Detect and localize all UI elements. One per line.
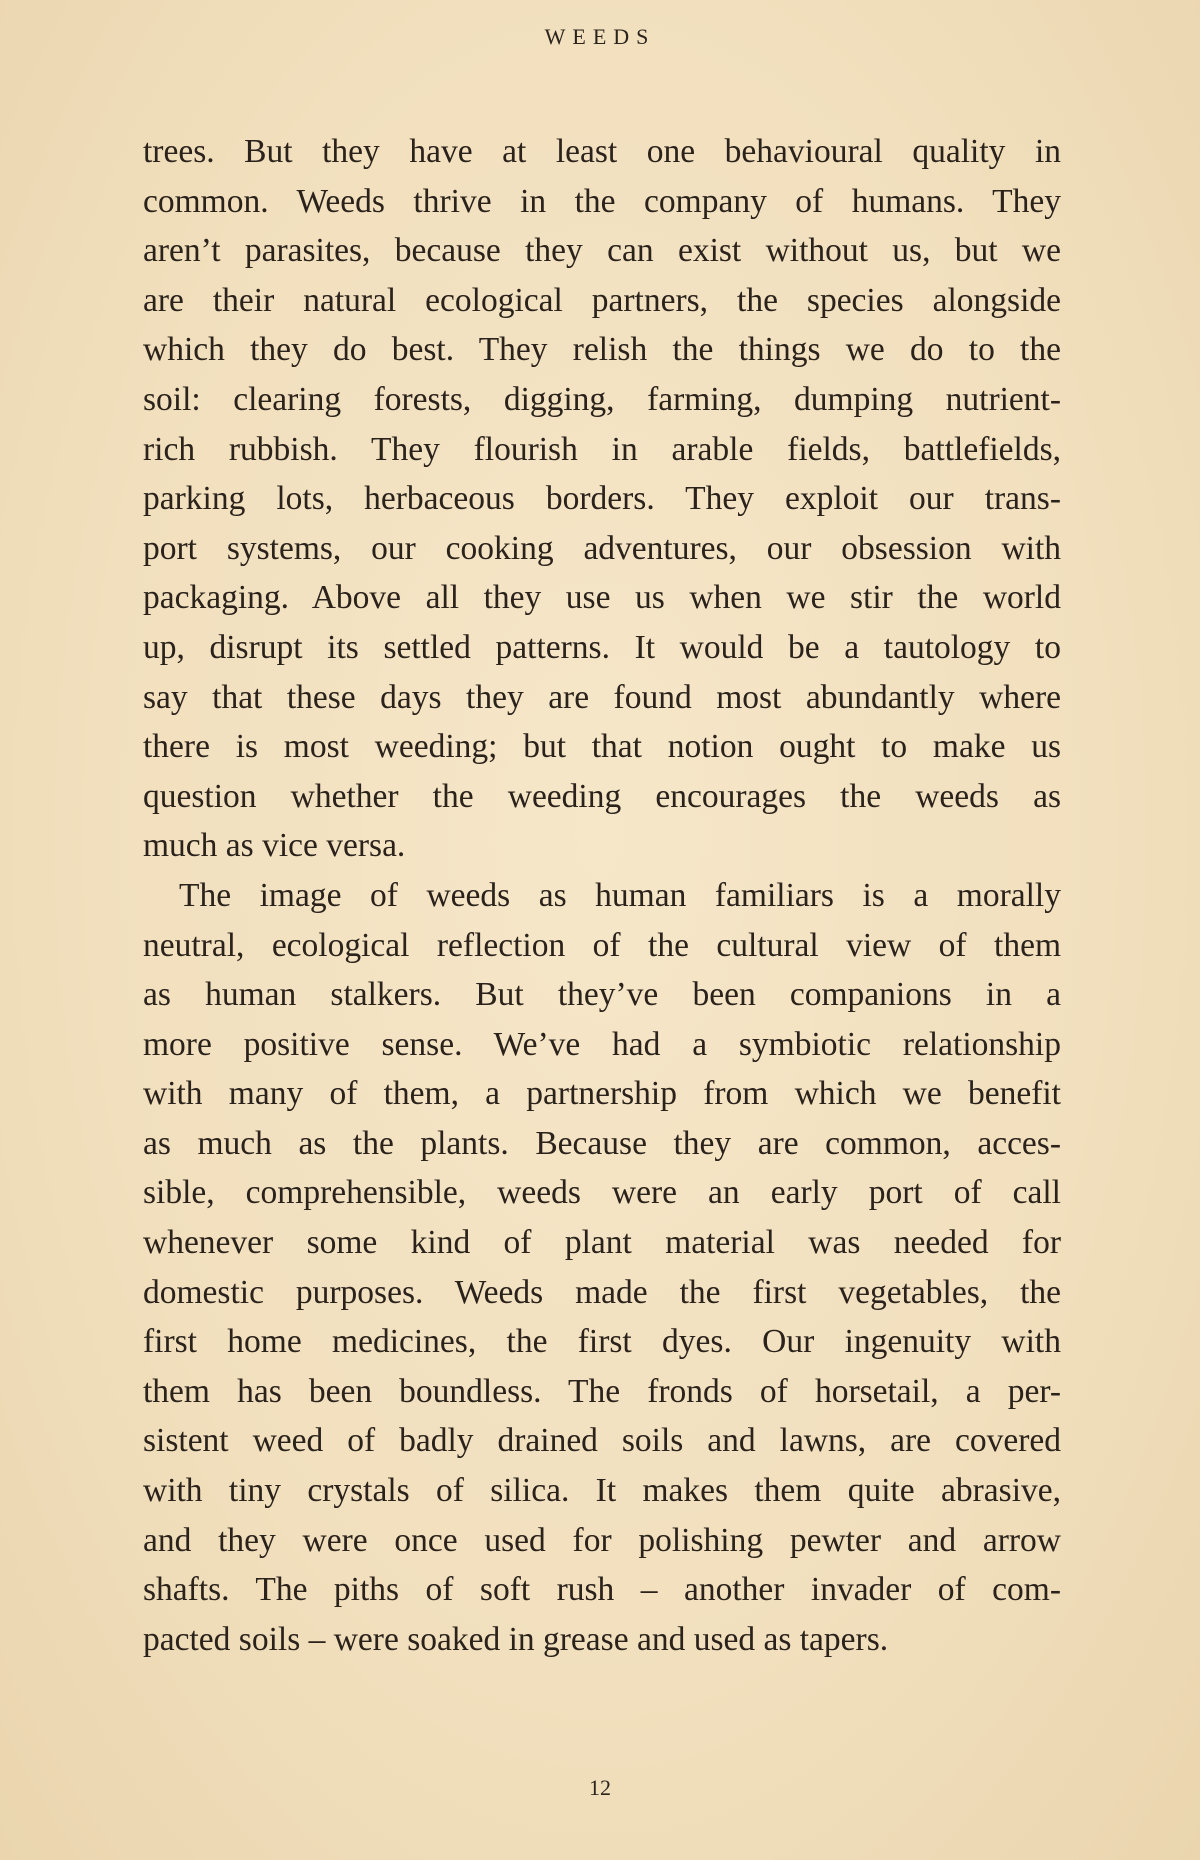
text-line: much as vice versa. (143, 827, 406, 865)
text-line: them has been boundless. The fronds of horsetail, a per- (143, 1372, 1061, 1410)
text-line: which they do best. They relish the things we do to the (143, 331, 1061, 369)
text-line: sistent weed of badly drained soils and lawns, are covered (143, 1422, 1061, 1460)
text-line: port systems, our cooking adventures, our obsession with (143, 529, 1061, 567)
text-line: as human stalkers. But they’ve been companions in a (143, 976, 1061, 1014)
text-line: packaging. Above all they use us when we stir the world (143, 579, 1061, 617)
text-line: question whether the weeding encourages the weeds as (143, 777, 1061, 815)
text-line: and they were once used for polishing pewter and arrow (143, 1521, 1061, 1559)
text-line: trees. But they have at least one behavioural quality in (143, 133, 1061, 170)
text-line: soil: clearing forests, digging, farming, dumping nutrient- (143, 380, 1061, 418)
text-line: rich rubbish. They flourish in arable fields, battlefields, (143, 430, 1061, 468)
text-line: domestic purposes. Weeds made the first vegetables, the (143, 1273, 1061, 1311)
text-line: aren’t parasites, because they can exist without us, but we (143, 232, 1061, 270)
text-line: The image of weeds as human familiars is a morally (179, 876, 1061, 914)
text-line: up, disrupt its settled patterns. It would be a tautology to (143, 628, 1061, 666)
text-line: neutral, ecological reflection of the cultural view of them (143, 926, 1061, 964)
text-line: there is most weeding; but that notion ought to make us (143, 728, 1061, 766)
body-text (143, 127, 1061, 1664)
text-line: with many of them, a partnership from which we benefit (143, 1075, 1061, 1113)
text-line: parking lots, herbaceous borders. They exploit our trans- (143, 480, 1061, 518)
text-line: more positive sense. We’ve had a symbiotic relationship (143, 1025, 1061, 1063)
text-line: are their natural ecological partners, the species alongside (143, 281, 1061, 319)
running-head: WEEDS (544, 24, 656, 49)
text-line: common. Weeds thrive in the company of humans. They (143, 182, 1061, 220)
text-line: with tiny crystals of silica. It makes them quite abrasive, (143, 1472, 1061, 1510)
text-line: sible, comprehensible, weeds were an early port of call (143, 1174, 1061, 1212)
text-line: as much as the plants. Because they are common, acces- (143, 1124, 1061, 1162)
text-line: whenever some kind of plant material was needed for (143, 1224, 1061, 1262)
text-line: pacted soils – were soaked in grease and used as tapers. (143, 1620, 889, 1658)
text-line: first home medicines, the first dyes. Our ingenuity with (143, 1323, 1061, 1361)
page-number: 12 (589, 1775, 611, 1800)
text-line: say that these days they are found most abundantly where (143, 678, 1061, 716)
text-line: shafts. The piths of soft rush – another invader of com- (143, 1571, 1061, 1609)
